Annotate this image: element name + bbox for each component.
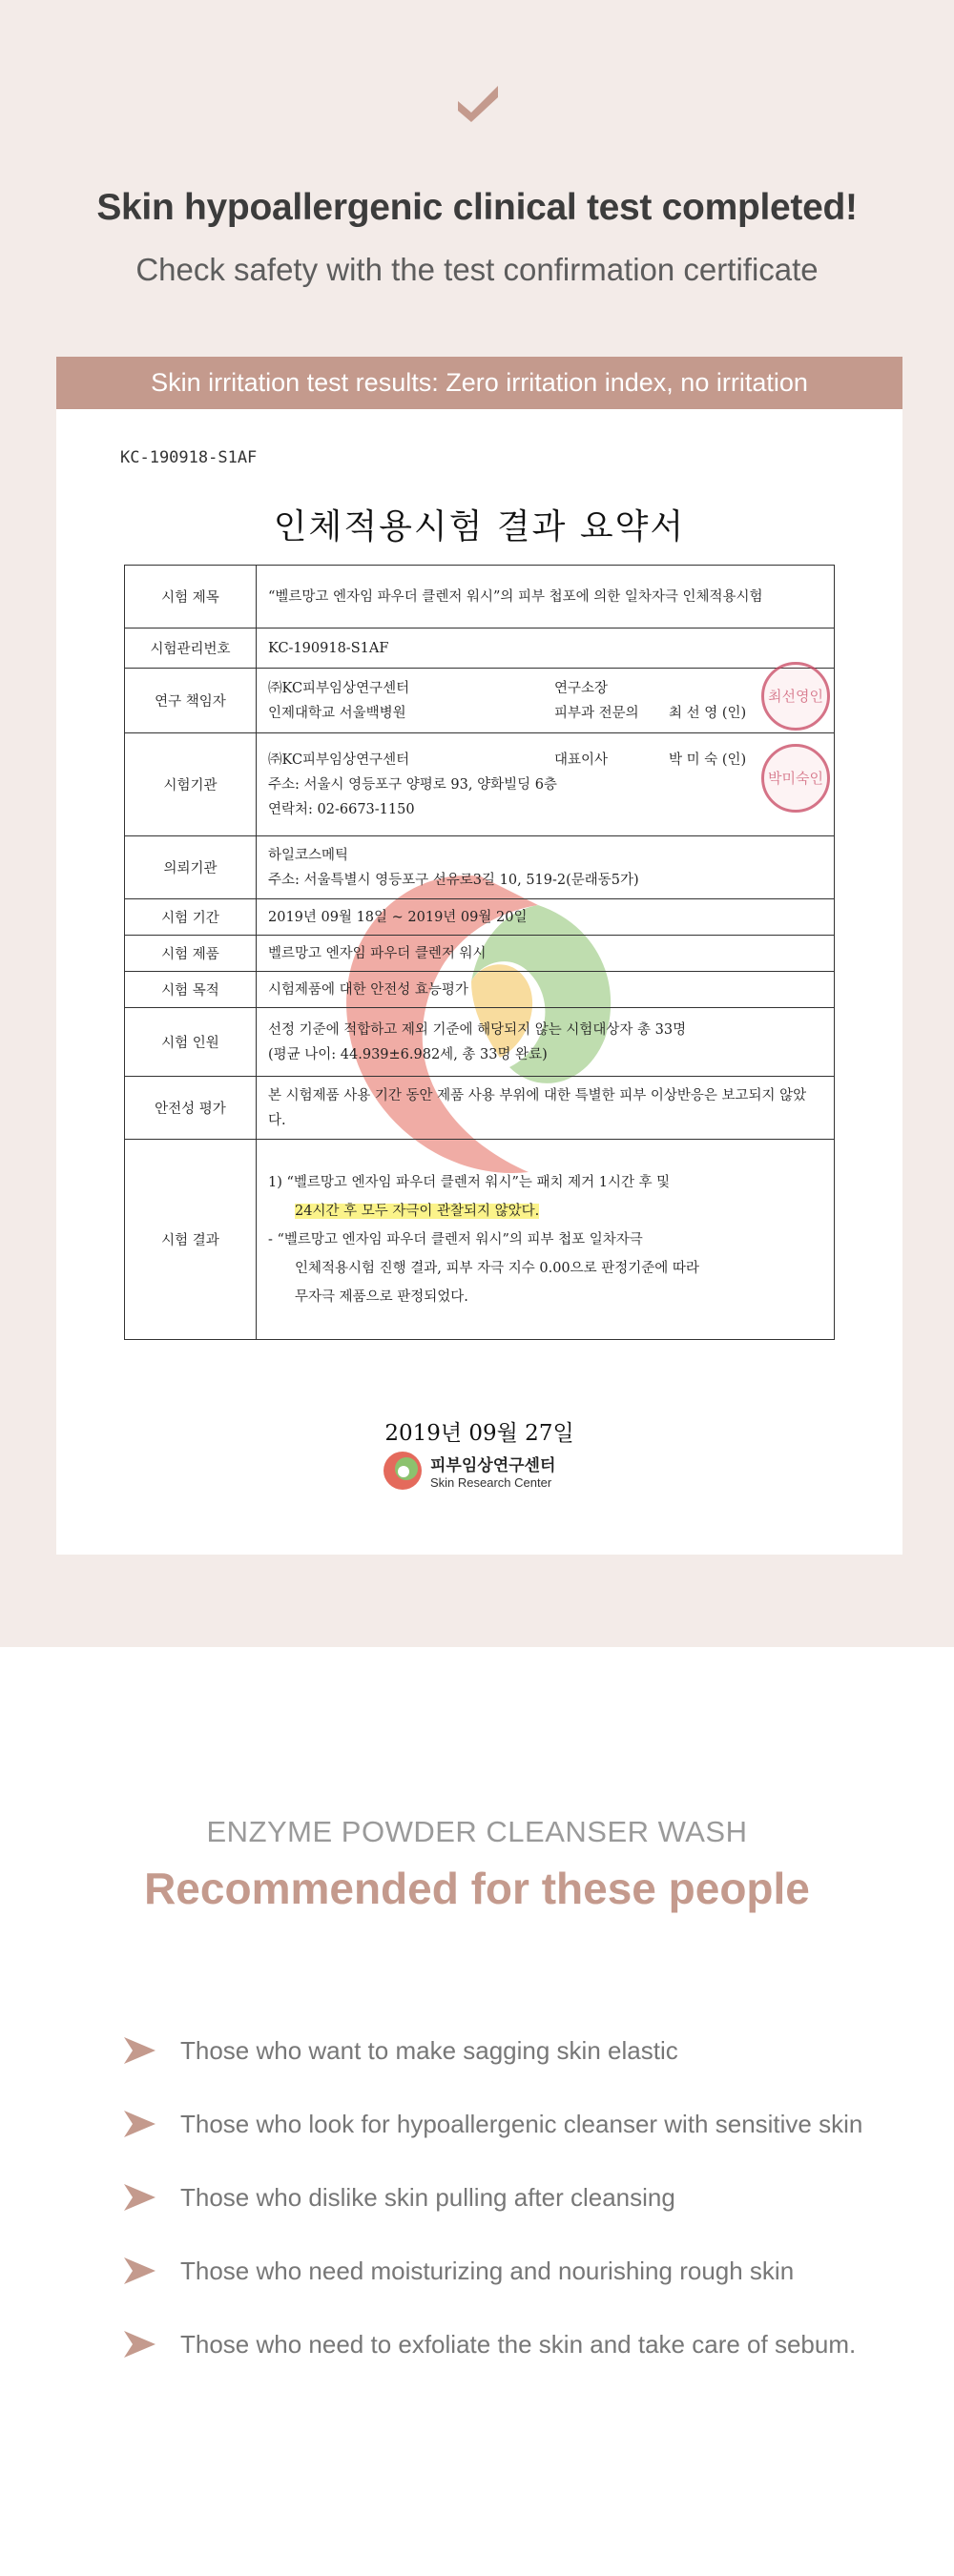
recommend-title: Recommended for these people [144,1864,810,1913]
table-row: 시험 목적 시험제품에 대한 안전성 효능평가 [125,972,835,1008]
list-item: Those who dislike skin pulling after cleansing [124,2178,675,2216]
document-code: KC-190918-S1AF [120,448,258,467]
table-row: 안전성 평가 본 시험제품 사용 기간 동안 제품 사용 부위에 대한 특별한 피부 이상반응은 보고되지 않았다. [125,1077,835,1140]
skin-research-center-logo [381,1447,555,1494]
table-row: 시험 제목 “벨르망고 엔자임 파우더 클렌저 워시”의 피부 첩포에 의한 일차자극 인체적용시험 [125,566,835,629]
certificate-date: 2019년 09월 27일 [384,1421,574,1446]
table-row: 시험기관 ㈜KC피부임상연구센터 대표이사 박 미 숙 (인) 주소: 서울시 영등포구 양평로 93, 양화빌딩 6층 연락처: 02-6673-1150 [125,733,835,836]
kc-logo-icon [381,1449,425,1493]
arrow-bullet-icon [124,2257,156,2284]
arrow-bullet-icon [124,2331,156,2358]
table-row: 연구 책임자 ㈜KC피부임상연구센터 연구소장 인제대학교 서울백병원 피부과 전문의 최 선 영 (인) [125,669,835,733]
table-row: 시험 기간 2019년 09월 18일 ~ 2019년 09월 20일 [125,899,835,936]
certificate-card [56,357,902,1555]
arrow-bullet-icon [124,2111,156,2137]
table-row: 시험 결과 1) “벨르망고 엔자임 파우더 클렌저 워시”는 패치 제거 1시간 후 및 24시간 후 모두 자극이 관찰되지 않았다. - “벨르망고 엔자임 파우더 클렌저 워시”의 피부 첩포 일차자극 인체적용시험 진행 결과, 피부 자극 지수 0.00으로 판정기준에 따라 무자극 제품으로 판정되었다. [125,1140,835,1340]
list-item: Those who want to make sagging skin elastic [124,2031,678,2070]
list-item: Those who need moisturizing and nourishing rough skin [124,2252,794,2290]
seal-stamp-icon: 박미숙인 [761,744,830,813]
arrow-bullet-icon [124,2037,156,2064]
list-item: Those who look for hypoallergenic cleanser with sensitive skin [124,2105,862,2143]
table-row: 시험 제품 벨르망고 엔자임 파우더 클렌저 워시 [125,936,835,972]
table-row: 시험관리번호 KC-190918-S1AF [125,629,835,669]
product-name: ENZYME POWDER CLEANSER WASH [206,1815,748,1848]
logo-english-name: Skin Research Center [430,1475,552,1490]
arrow-bullet-icon [124,2184,156,2211]
section-subtitle: Check safety with the test confirmation certificate [135,252,819,287]
result-banner: Skin irritation test results: Zero irritation index, no irritation [56,357,902,409]
document-title: 인체적용시험 결과 요약서 [273,507,686,546]
logo-korean-name: 피부임상연구센터 [430,1456,556,1475]
section-title: Skin hypoallergenic clinical test completed! [96,187,858,228]
certificate-table [124,565,835,1340]
table-row: 시험 인원 선정 기준에 적합하고 제외 기준에 해당되지 않는 시험대상자 총 33명 (평균 나이: 44.939±6.982세, 총 33명 완료) [125,1008,835,1077]
list-item: Those who need to exfoliate the skin and take care of sebum. [124,2325,856,2363]
table-row: 의뢰기관 하일코스메틱 주소: 서울특별시 영등포구 선유로3길 10, 519-2(문래동5가) [125,836,835,899]
checkmark-icon [454,76,502,124]
seal-stamp-icon: 최선영인 [761,662,830,731]
